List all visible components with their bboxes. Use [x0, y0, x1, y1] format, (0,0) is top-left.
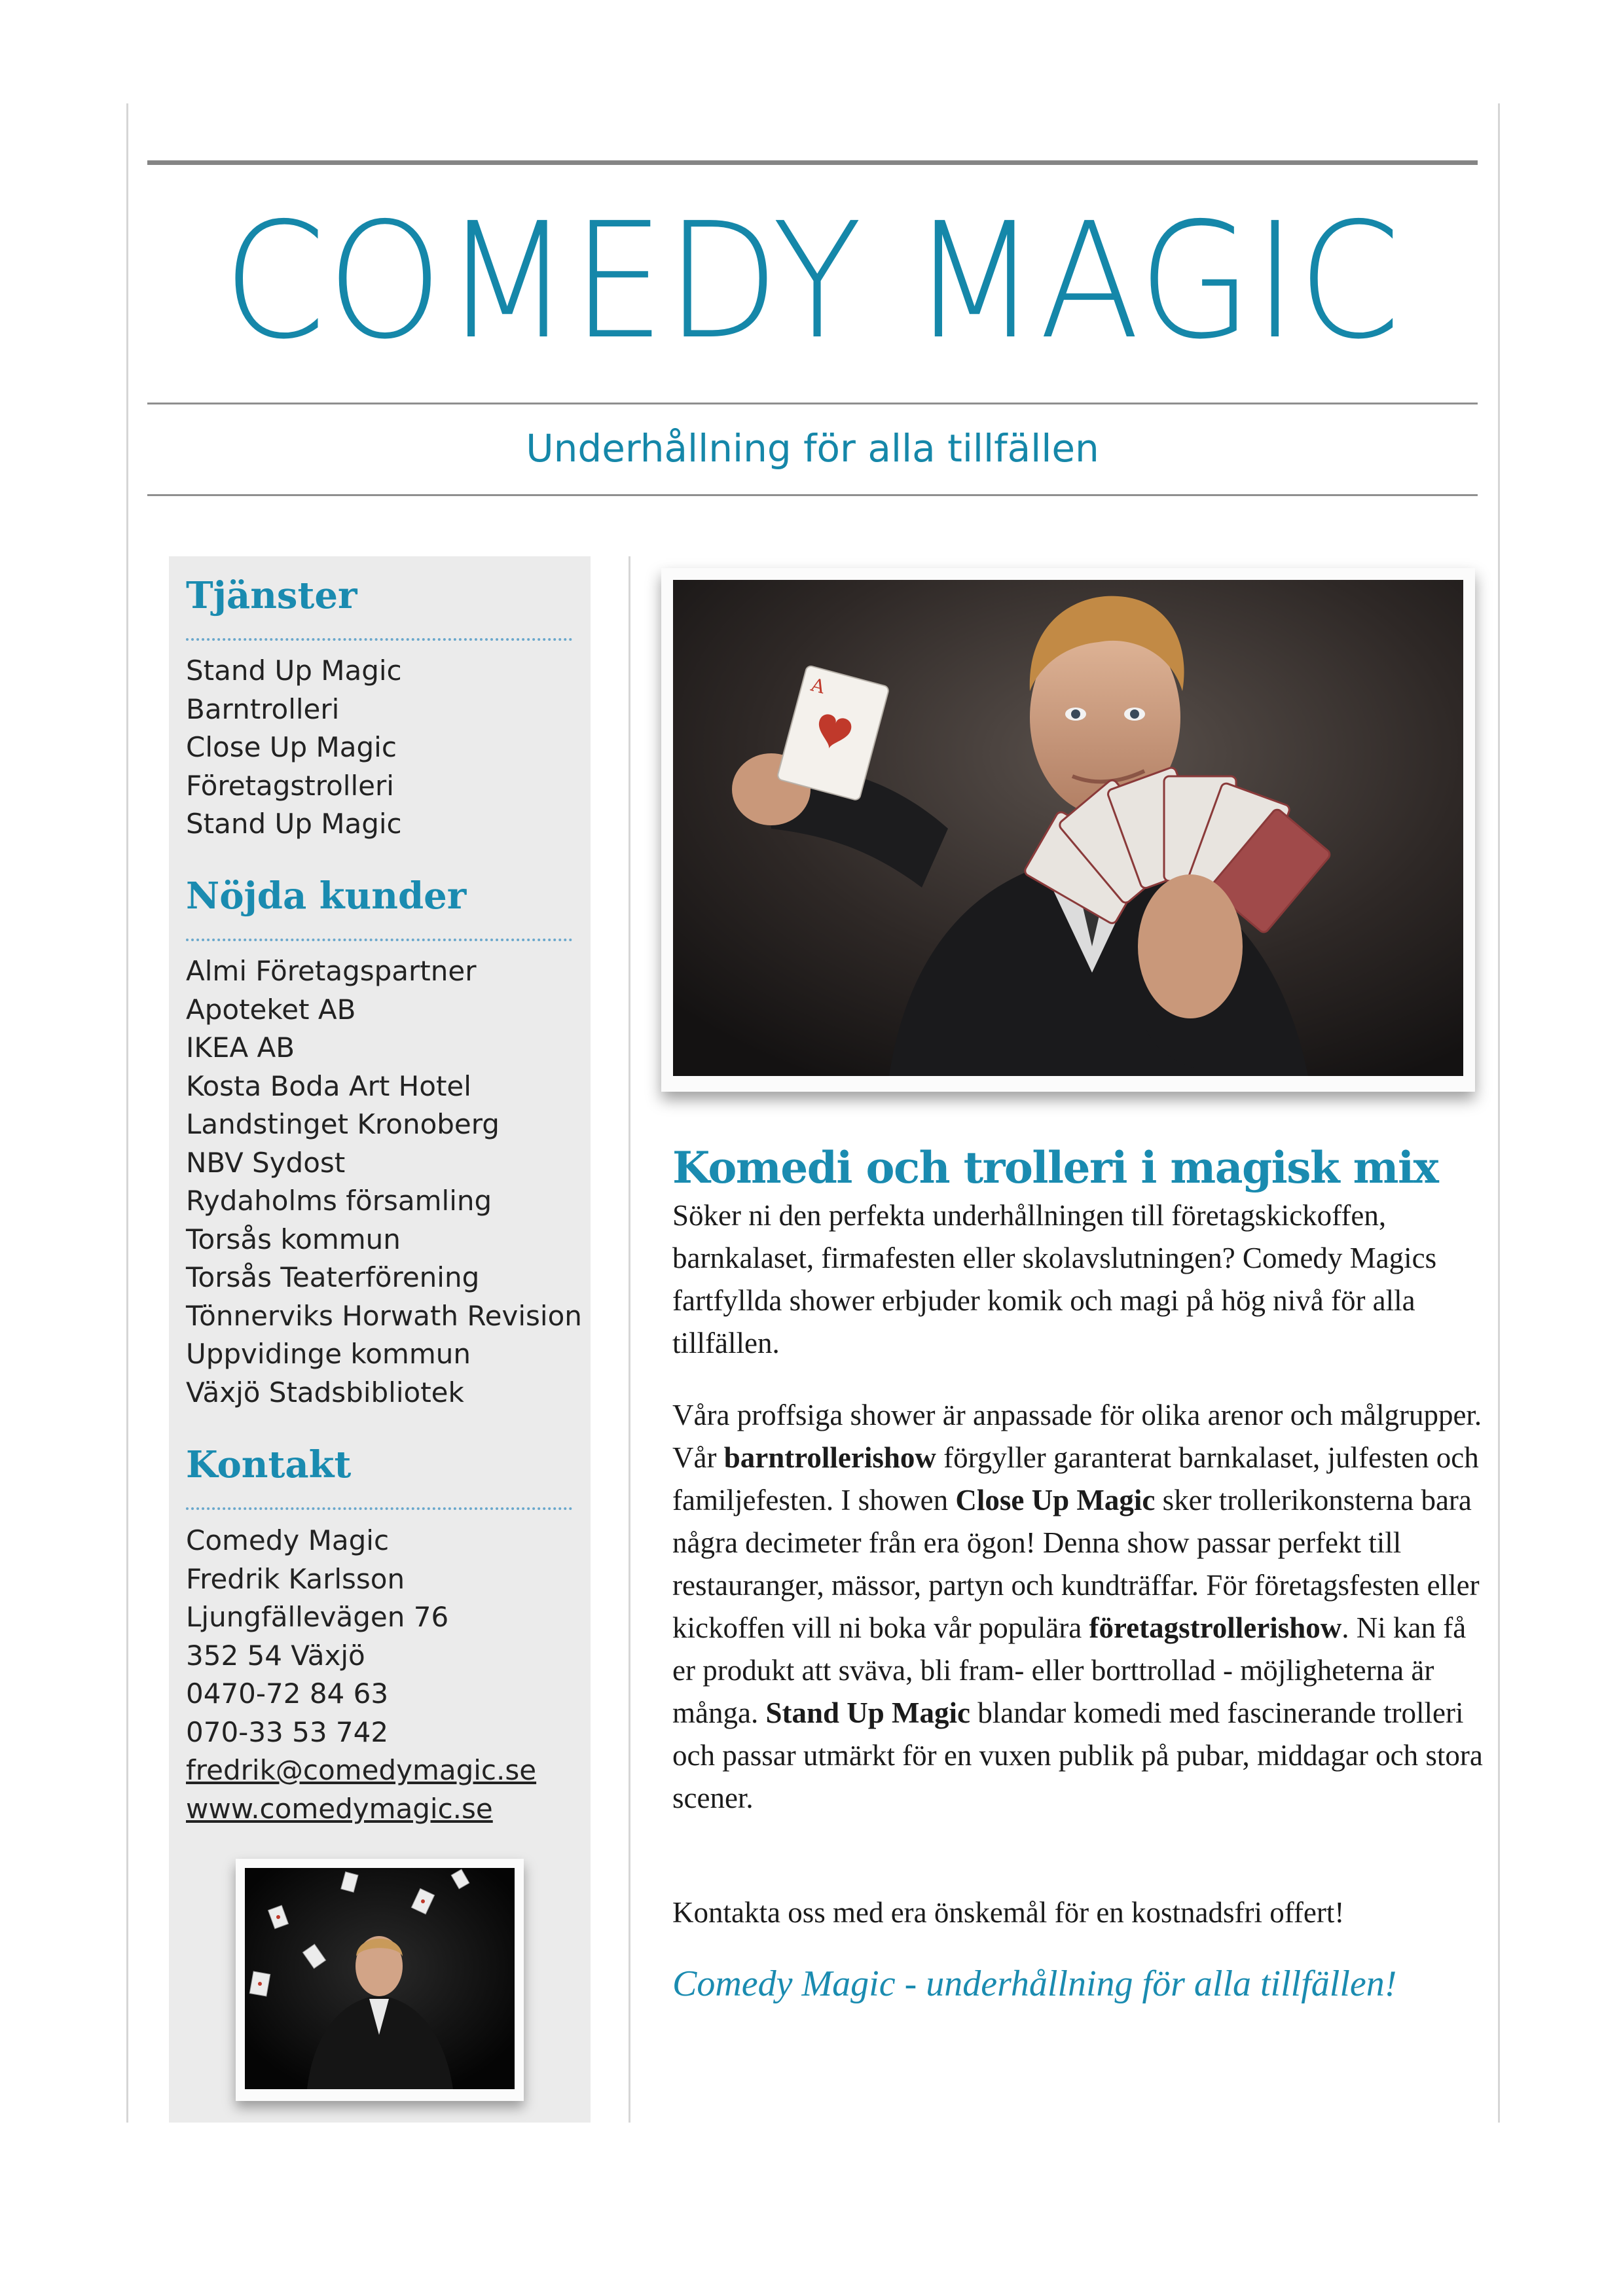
- stand-up-magic-highlight: Stand Up Magic: [765, 1696, 970, 1729]
- column-divider: [629, 556, 630, 2123]
- contact-website-link[interactable]: www.comedymagic.se: [186, 1792, 493, 1825]
- services-divider: [186, 638, 572, 641]
- contact-phone: 0470-72 84 63: [186, 1677, 389, 1710]
- article-paragraph-shows: [672, 1394, 1484, 1820]
- contact-company: Comedy Magic: [186, 1524, 390, 1556]
- client-item: NBV Sydost: [186, 1146, 346, 1179]
- service-item: Barntrolleri: [186, 692, 340, 725]
- article-paragraph-contact: Kontakta oss med era önskemål för en kostnadsfri offert!: [672, 1896, 1345, 1929]
- article-paragraph-intro: Söker ni den perfekta underhållningen till företagskickoffen, barnkalaset, firmafesten eller skolavslutningen? Comedy Magics fartfyllda shower erbjuder komik och magi på hög nivå för alla tillfällen.: [672, 1199, 1437, 1359]
- magician-hero-photo: [661, 568, 1475, 1092]
- masthead-title: COMEDY MAGIC: [223, 188, 1402, 374]
- foretagstrollerishow-highlight: företagstrollerishow: [1089, 1611, 1342, 1644]
- closing-slogan: Comedy Magic - underhållning för alla tillfällen!: [672, 1964, 1397, 2004]
- client-item: Växjö Stadsbibliotek: [186, 1376, 464, 1408]
- barntrollerishow-highlight: barntrollerishow: [723, 1441, 936, 1474]
- clients-divider: [186, 939, 572, 941]
- services-list: [186, 652, 402, 844]
- page-frame-left: [126, 103, 128, 2123]
- article-title: Komedi och trolleri i magisk mix: [672, 1142, 1438, 1193]
- client-item: Kosta Boda Art Hotel: [186, 1069, 471, 1102]
- client-item: Torsås kommun: [186, 1223, 401, 1255]
- hero-illustration: [673, 580, 1463, 1076]
- contact-divider: [186, 1507, 572, 1510]
- shows-text: sker trollerikonsterna bara några decimeter från era ögon! Denna show passar perfekt till restauranger, mässor, partyn och kundträffar. För företagsfesten eller kickoffen vill ni boka vår populära: [672, 1484, 1480, 1644]
- client-item: Apoteket AB: [186, 993, 356, 1026]
- client-item: Rydaholms församling: [186, 1185, 492, 1217]
- contact-postal: 352 54 Växjö: [186, 1639, 365, 1672]
- magician-portrait-photo: [236, 1859, 524, 2101]
- contact-mobile: 070-33 53 742: [186, 1715, 389, 1748]
- contact-street: Ljungfällevägen 76: [186, 1601, 449, 1633]
- rule-under-title: [147, 403, 1478, 404]
- portrait-illustration: [245, 1868, 515, 2089]
- client-item: Tönnerviks Horwath Revision: [186, 1299, 582, 1332]
- client-item: IKEA AB: [186, 1031, 295, 1064]
- rule-under-tagline: [147, 494, 1478, 496]
- service-item: Stand Up Magic: [186, 655, 402, 687]
- contact-email-link[interactable]: fredrik@comedymagic.se: [186, 1754, 537, 1786]
- client-item: Landstinget Kronoberg: [186, 1108, 500, 1140]
- clients-list: [186, 952, 582, 1412]
- svg-text:A: A: [809, 673, 828, 698]
- services-heading: Tjänster: [186, 574, 357, 617]
- service-item: Stand Up Magic: [186, 808, 402, 840]
- client-item: Uppvidinge kommun: [186, 1338, 471, 1370]
- shows-text: Våra proffsiga shower är anpassade för olika arenor och målgrupper. Vår: [672, 1399, 1482, 1474]
- close-up-magic-highlight: Close Up Magic: [955, 1484, 1156, 1516]
- contact-heading: Kontakt: [186, 1443, 352, 1486]
- shows-text: blandar komedi med fascinerande trolleri och passar utmärkt för en vuxen publik på pubar, middagar och stora scener.: [672, 1696, 1483, 1814]
- contact-name: Fredrik Karlsson: [186, 1562, 405, 1595]
- clients-heading: Nöjda kunder: [186, 874, 467, 918]
- client-item: Torsås Teaterförening: [186, 1261, 480, 1293]
- top-rule: [147, 160, 1478, 165]
- shows-text: förgyller garanterat barnkalaset, julfesten och familjefesten. I showen: [672, 1441, 1479, 1516]
- service-item: Close Up Magic: [186, 731, 397, 763]
- service-item: Företagstrolleri: [186, 769, 394, 802]
- tagline: Underhållning för alla tillfällen: [526, 426, 1099, 471]
- client-item: Almi Företagspartner: [186, 955, 477, 987]
- shows-text: . Ni kan få er produkt att sväva, bli fram- eller borttrollad - möjligheterna är många.: [672, 1611, 1467, 1729]
- contact-list: [186, 1522, 536, 1828]
- page-frame-right: [1498, 103, 1500, 2123]
